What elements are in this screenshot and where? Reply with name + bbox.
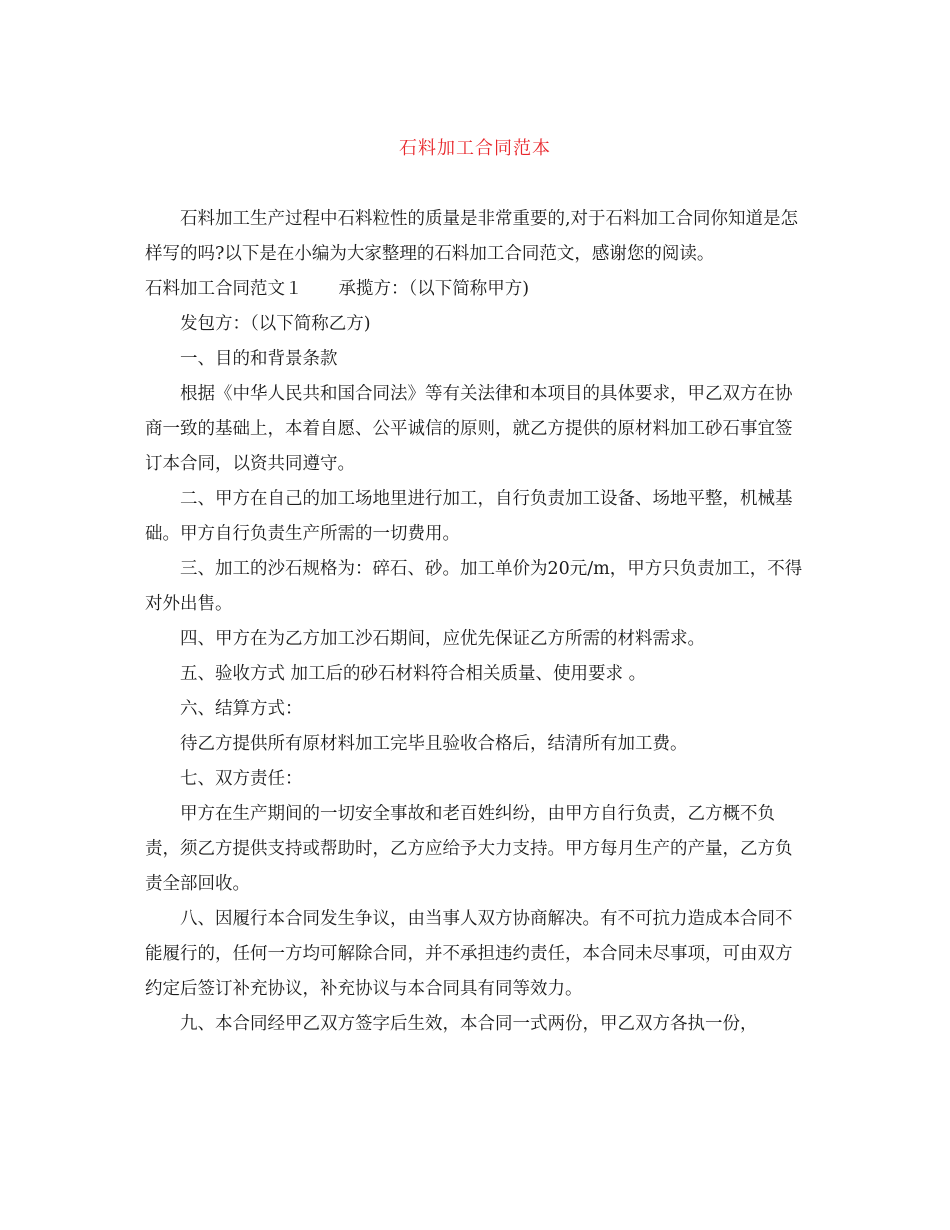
sample-heading-line [145,272,809,307]
section-9: 九、本合同经甲乙双方签字后生效，本合同一式两份，甲乙双方各执一份， [180,1014,758,1034]
section-6-body: 待乙方提供所有原材料加工完毕且验收合格后，结清所有加工费。 [180,734,688,754]
section-7-body: 甲方在生产期间的一切安全事故和老百姓纠纷，由甲方自行负责，乙方概不负责，须乙方提供支持或帮助时，乙方应给予大力支持。甲方每月生产的产量，乙方负责全部回收。 [145,804,793,894]
section-1-body: 根据《中华人民共和国合同法》等有关法律和本项目的具体要求，甲乙双方在协商一致的基础上，本着自愿、公平诚信的原则，就乙方提供的原材料加工砂石事宜签订本合同，以资共同遵守。 [145,384,793,474]
section-3: 三、加工的沙石规格为：碎石、砂。加工单价为20元/m，甲方只负责加工，不得对外出售。 [145,559,803,614]
party-b-line: 发包方：（以下简称乙方) [180,314,371,334]
section-4: 四、甲方在为乙方加工沙石期间，应优先保证乙方所需的材料需求。 [180,629,705,649]
section-2: 二、甲方在自己的加工场地里进行加工，自行负责加工设备、场地平整，机械基础。甲方自行负责生产所需的一切费用。 [145,489,793,544]
party-a-line: 承揽方：（以下简称甲方) [338,279,530,299]
section-7-title: 七、双方责任： [180,769,303,789]
sample-label: 石料加工合同范文１ [145,279,303,299]
section-6-title: 六、结算方式： [180,699,303,719]
section-5: 五、验收方式 加工后的砂石材料符合相关质量、使用要求 。 [180,664,647,684]
document-body [145,202,809,1042]
section-1-title: 一、目的和背景条款 [180,349,338,369]
intro-paragraph: 石料加工生产过程中石料粒性的质量是非常重要的,对于石料加工合同你知道是怎样写的吗?以下是在小编为大家整理的石料加工合同范文，感谢您的阅读。 [145,209,799,264]
section-8: 八、因履行本合同发生争议，由当事人双方协商解决。有不可抗力造成本合同不能履行的，任何一方均可解除合同，并不承担违约责任，本合同未尽事项，可由双方约定后签订补充协议，补充协议与本合同具有同等效力。 [145,909,793,999]
document-title: 石料加工合同范本 [399,138,551,159]
